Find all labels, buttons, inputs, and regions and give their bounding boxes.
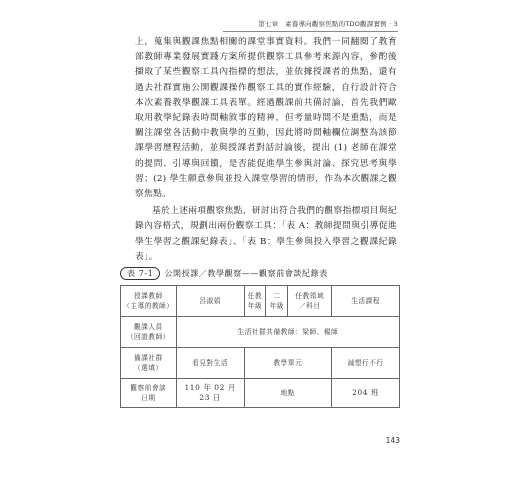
meeting-label-cell: 觀察前會談 日期 — [121, 379, 177, 408]
subject-label-cell: 任教領域 ／科目 — [288, 286, 332, 317]
paragraph-1: 上，蒐集與觀課焦點相關的課堂事實資料。我們一同翻閱了教育部教師專業發展實踐方案所提供觀察工具參考來源內容，參酌後擷取了某些觀察工具內指標的想法，並依據授課者的焦點，還有過去社群實施公開觀課操作觀察工具的實作經驗，自行設計符合本次素養教學觀課工具表單。經過觀課前共備討論，首先我們歐取用教學紀錄表時間軸敘事的精神，但考量時間不是重點，而是關注課堂各活動中教與學的互動，因此將時間軸欄位調整為該節課學習歷程活動，並與授課者對話討論後，提出 (1) 老師在課堂的提問、引導與回饋，是否能促進學生參與討論、探究思考與學習；(2) 學生願意參與並投入課堂學習的情形，作為本次觀課之觀察焦點。 — [135, 37, 397, 200]
table-row — [121, 286, 400, 317]
place-label-cell: 地點 — [244, 379, 332, 408]
page-number: 143 — [385, 436, 400, 445]
teacher-name-cell: 呂淑娟 — [176, 286, 244, 317]
table-number-label: 表 7-1 — [120, 267, 160, 280]
grade-label-cell: 任教 年級 — [244, 286, 266, 317]
table-row — [121, 379, 400, 408]
subject-value-cell: 生活課程 — [332, 286, 400, 317]
table-row — [121, 317, 400, 348]
observer-value-cell: 生活社群共備教師：梁師、楊師 — [176, 317, 399, 348]
unit-name-label-cell: 教學單元 — [244, 348, 332, 379]
table-row — [121, 348, 400, 379]
observer-label-cell: 觀課人員 （回證教師） — [121, 317, 177, 348]
teacher-label-cell: 授課教師 （主導的教師） — [121, 286, 177, 317]
paragraph-2: 基於上述兩項觀察焦點，研討出符合我們的觀察指標項目與紀錄內容格式，規劃出兩份觀察工具：「表 A：教師提問與引導促進學生學習之觀課紀錄表」、「表 B：學生參與投入學習之觀課紀錄表」。 — [135, 206, 397, 262]
meeting-date-cell: 110 年 02 月 23 日 — [176, 379, 244, 408]
grade-value-cell: 二 年級 — [266, 286, 288, 317]
table-title: 公開授課／教學觀察——觀察前會談紀錄表 — [164, 269, 328, 278]
table-caption — [120, 267, 328, 280]
unit-name-value-cell: 減塑行不行 — [332, 348, 400, 379]
unit-label-cell: 備課社群 （選填） — [121, 348, 177, 379]
pre-observation-table — [120, 285, 400, 408]
body-text — [135, 35, 397, 265]
running-head: 第七章 素養導向觀察焦點的TDO觀課實例 · 3 — [223, 19, 398, 32]
place-value-cell: 204 班 — [332, 379, 400, 408]
unit-value-cell: 看見對生活 — [176, 348, 244, 379]
